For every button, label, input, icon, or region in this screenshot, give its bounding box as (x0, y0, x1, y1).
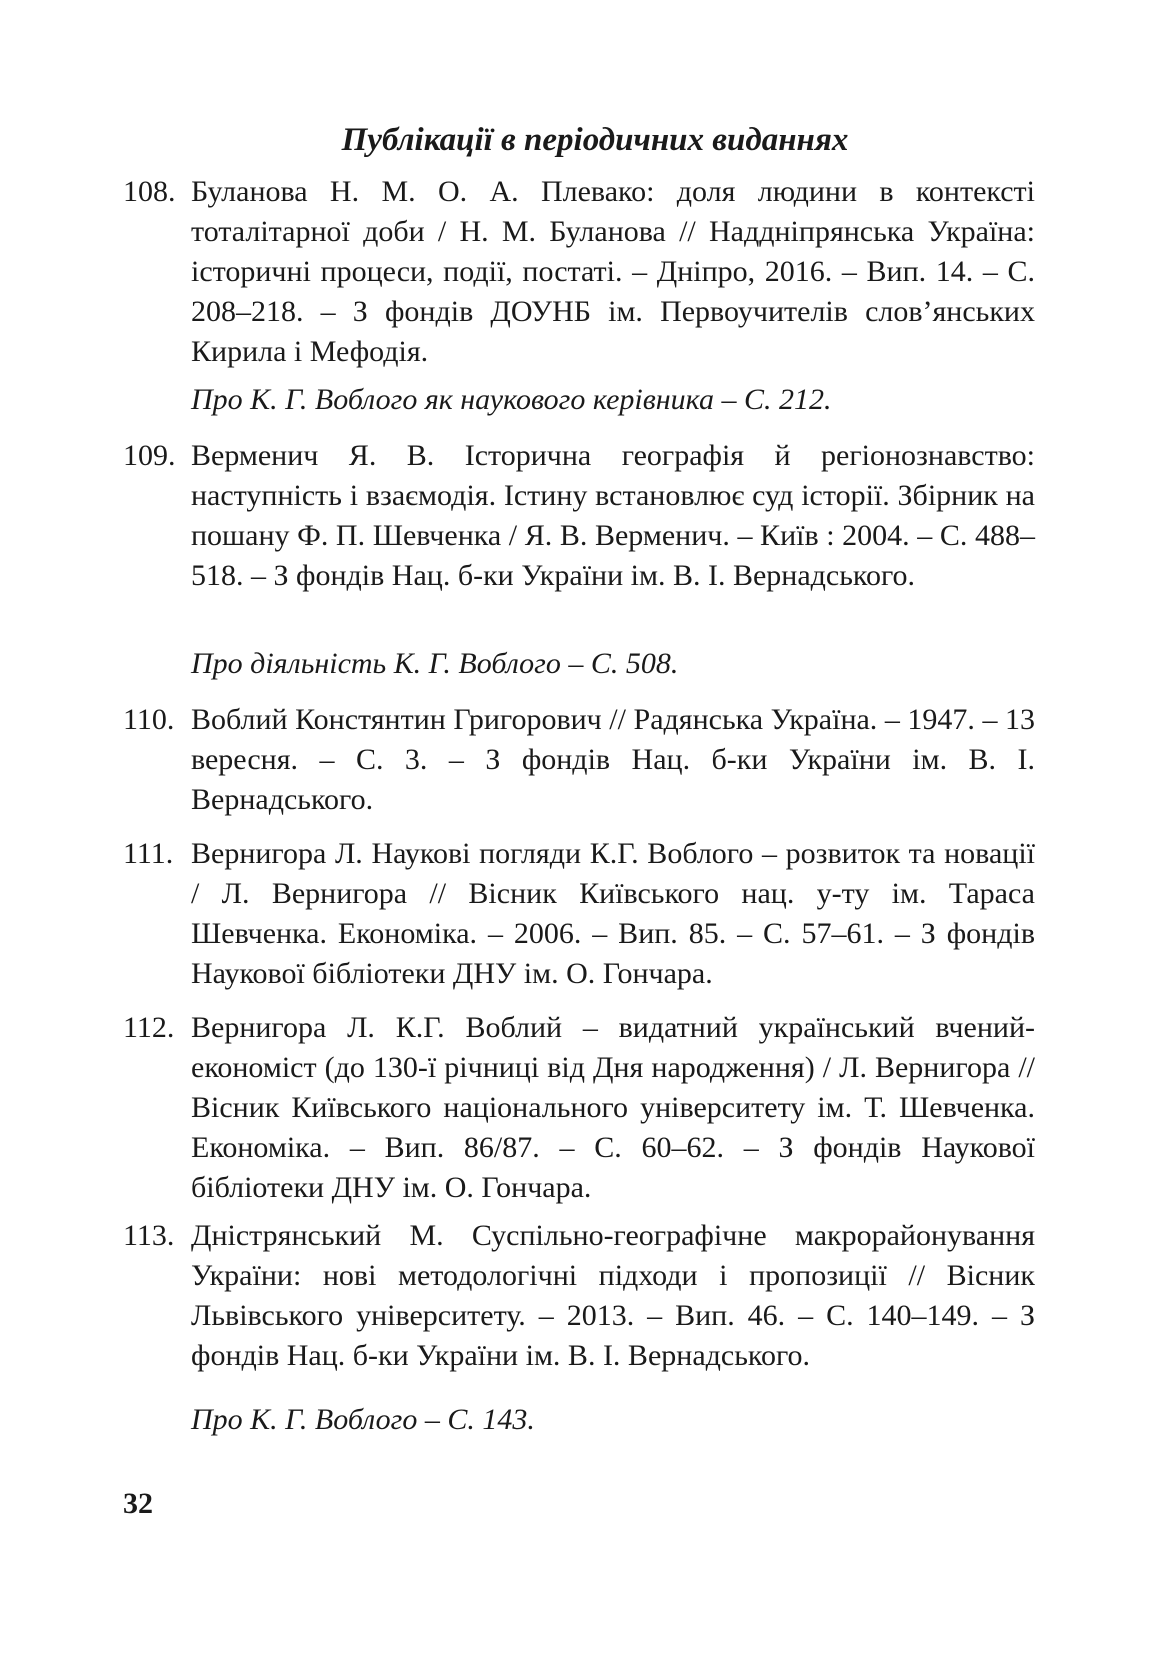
entry-text: Вернигора Л. Наукові погляди К.Г. Воблого – розвиток та новації / Л. Вернигора // Вісник Київського нац. у-ту ім. Тараса Шевченка. Економіка. – 2006. – Вип. 85. – С. 57–61. – З фондів Наукової бібліотеки ДНУ ім. О. Гончара. (191, 837, 1035, 990)
entry-number: 113. (123, 1219, 175, 1252)
section-title: Публікації в періодичних виданнях (341, 122, 849, 158)
entry-number: 109. (123, 439, 176, 472)
bibliography-entry (123, 172, 1035, 372)
bibliography-entry (123, 1216, 1035, 1376)
entry-number: 112. (123, 1011, 175, 1044)
entry-text: Вернигора Л. К.Г. Воблий – видатний український вчений-економіст (до 130-ї річниці від Дня народження) / Л. Вернигора // Вісник Київського національного університету ім. Т. Шевченка. Економіка. – Вип. 86/87. – С. 60–62. – З фондів Наукової бібліотеки ДНУ ім. О. Гончара. (191, 1011, 1035, 1204)
bibliography-entry (123, 700, 1035, 820)
bibliography-entry (123, 834, 1035, 994)
entry-text: Воблий Констянтин Григорович // Радянська Україна. – 1947. – 13 вересня. – С. 3. – З фондів Нац. б-ки України ім. В. І. Вернадського. (191, 703, 1035, 816)
entry-text: Верменич Я. В. Історична географія й регіонознавство: наступність і взаємодія. Істину встановлює суд історії. Збірник на пошану Ф. П. Шевченка / Я. В. Верменич. – Київ : 2004. – С. 488–518. – З фондів Нац. б-ки України ім. В. І. Вернадського. (191, 439, 1035, 592)
entry-note: Про К. Г. Воблого як наукового керівника – С. 212. (191, 383, 832, 416)
page-number: 32 (123, 1487, 153, 1520)
entry-number: 111. (123, 837, 174, 870)
bibliography-entry (123, 436, 1035, 596)
entry-note: Про діяльність К. Г. Воблого – С. 508. (191, 647, 679, 680)
entry-number: 108. (123, 175, 176, 208)
bibliography-entry (123, 1008, 1035, 1208)
entry-text: Буланова Н. М. О. А. Плевако: доля людини в контексті тоталітарної доби / Н. М. Буланова // Наддніпрянська Україна: історичні процеси, події, постаті. – Дніпро, 2016. – Вип. 14. – С. 208–218. – З фондів ДОУНБ ім. Первоучителів слов’янських Кирила і Мефодія. (191, 175, 1035, 368)
entry-text: Дністрянський М. Суспільно-географічне макрорайонування України: нові методологічні підходи і пропозиції // Вісник Львівського університету. – 2013. – Вип. 46. – С. 140–149. – З фондів Нац. б-ки України ім. В. І. Вернадського. (191, 1219, 1035, 1372)
entry-note: Про К. Г. Воблого – С. 143. (191, 1403, 535, 1436)
entry-number: 110. (123, 703, 175, 736)
